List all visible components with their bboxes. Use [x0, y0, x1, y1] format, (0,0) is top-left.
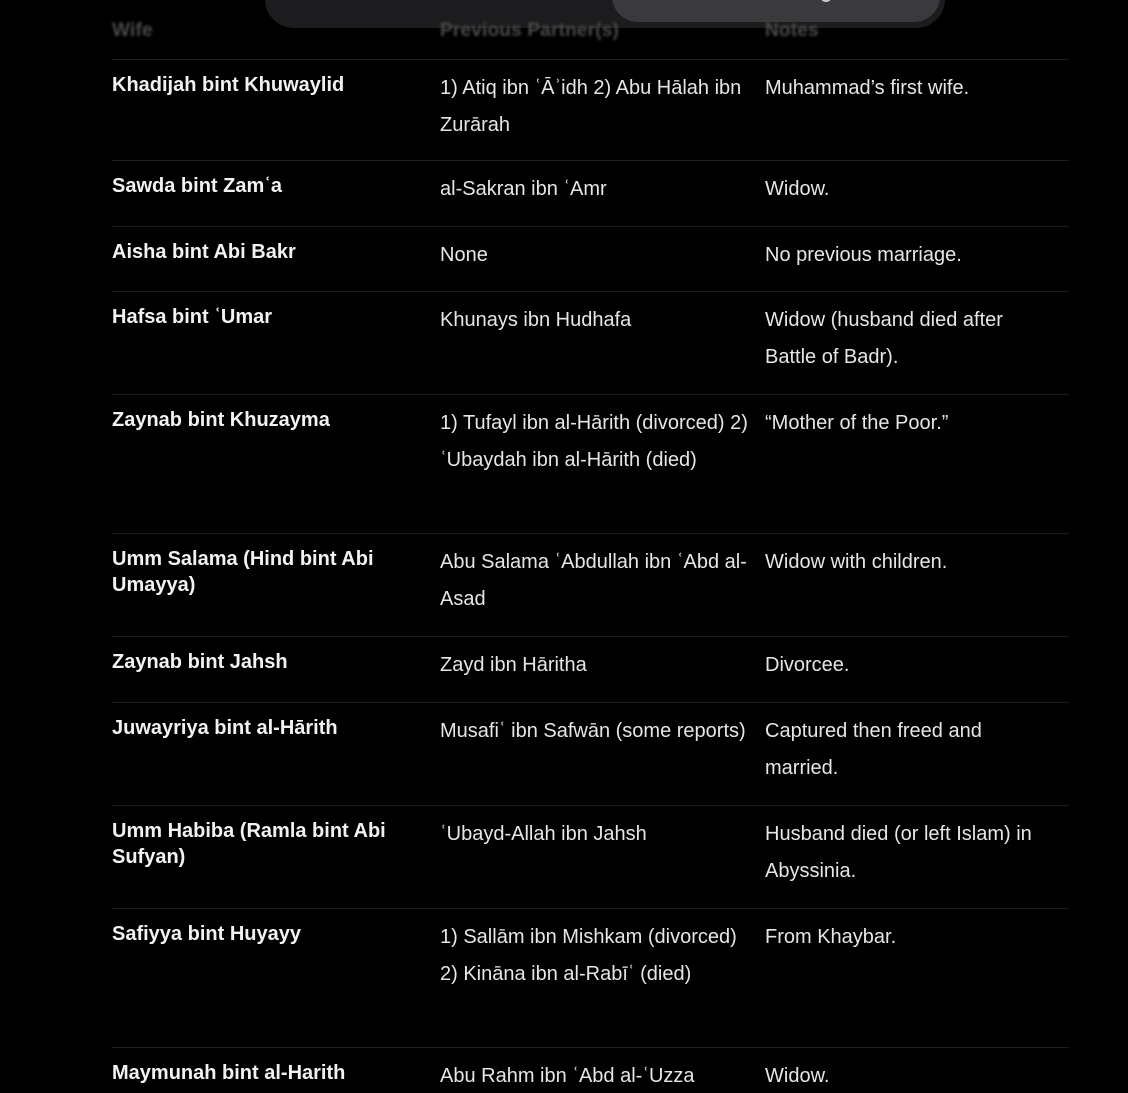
partners-cell: al-Sakran ibn ʿAmr	[440, 178, 607, 200]
partners-cell: Khunays ibn Hudhafa	[440, 309, 632, 331]
table-row	[112, 292, 1069, 395]
notes-cell: No previous marriage.	[765, 244, 962, 266]
table-row	[112, 703, 1069, 806]
table-row	[112, 534, 1069, 637]
notes-cell: Muhammad’s first wife.	[765, 77, 970, 99]
notes-cell: Widow (husband died after Battle of Badr).	[765, 309, 1003, 368]
wife-cell: Umm Habiba (Ramla bint Abi Sufyan)	[112, 820, 386, 868]
notes-cell: “Mother of the Poor.”	[765, 412, 949, 434]
wife-cell: Juwayriya bint al-Hārith	[112, 717, 338, 739]
wife-cell: Safiyya bint Huyayy	[112, 923, 301, 945]
table-row	[112, 60, 1069, 161]
partners-cell: Zayd ibn Hāritha	[440, 654, 587, 676]
partners-cell: Abu Rahm ibn ʿAbd al-ʿUzza	[440, 1065, 695, 1087]
wife-cell: Aisha bint Abi Bakr	[112, 241, 296, 263]
wife-cell: Umm Salama (Hind bint Abi Umayya)	[112, 548, 374, 596]
notes-cell: Captured then freed and married.	[765, 720, 982, 779]
table-row	[112, 806, 1069, 909]
notes-cell: Husband died (or left Islam) in Abyssinia.	[765, 823, 1032, 882]
notes-cell: Widow with children.	[765, 551, 948, 573]
wife-cell: Hafsa bint ʿUmar	[112, 306, 273, 328]
header-wife: Wife	[112, 20, 153, 41]
notes-cell: From Khaybar.	[765, 926, 897, 948]
partners-cell: 1) Sallām ibn Mishkam (divorced) 2) Kināna ibn al-Rabīʿ (died)	[440, 926, 737, 985]
table-row	[112, 909, 1069, 1048]
notes-cell: Widow.	[765, 1065, 830, 1087]
partners-cell: ʿUbayd-Allah ibn Jahsh	[440, 823, 647, 845]
wife-cell: Sawda bint Zamʿa	[112, 175, 283, 197]
wife-cell: Zaynab bint Jahsh	[112, 651, 288, 673]
wife-cell: Maymunah bint al-Harith	[112, 1062, 346, 1084]
partners-table	[112, 0, 1069, 1093]
table-row	[112, 161, 1069, 227]
table-header	[112, 0, 1069, 60]
partners-cell: None	[440, 244, 488, 266]
table-row	[112, 1048, 1069, 1093]
partners-cell: 1) Tufayl ibn al-Hārith (divorced) 2) ʿUbaydah ibn al-Hārith (died)	[440, 412, 748, 471]
notes-cell: Widow.	[765, 178, 830, 200]
table-row	[112, 395, 1069, 534]
header-notes: Notes	[765, 20, 819, 41]
header-previous-partners: Previous Partner(s)	[440, 20, 620, 41]
partners-cell: Musafiʿ ibn Safwān (some reports)	[440, 720, 746, 742]
notes-cell: Divorcee.	[765, 654, 850, 676]
table-row	[112, 637, 1069, 703]
wife-cell: Zaynab bint Khuzayma	[112, 409, 330, 431]
partners-cell: Abu Salama ʿAbdullah ibn ʿAbd al-Asad	[440, 551, 747, 610]
table-row	[112, 227, 1069, 292]
partners-cell: 1) Atiq ibn ʿĀʾidh 2) Abu Hālah ibn Zurārah	[440, 77, 742, 136]
wife-cell: Khadijah bint Khuwaylid	[112, 74, 345, 96]
